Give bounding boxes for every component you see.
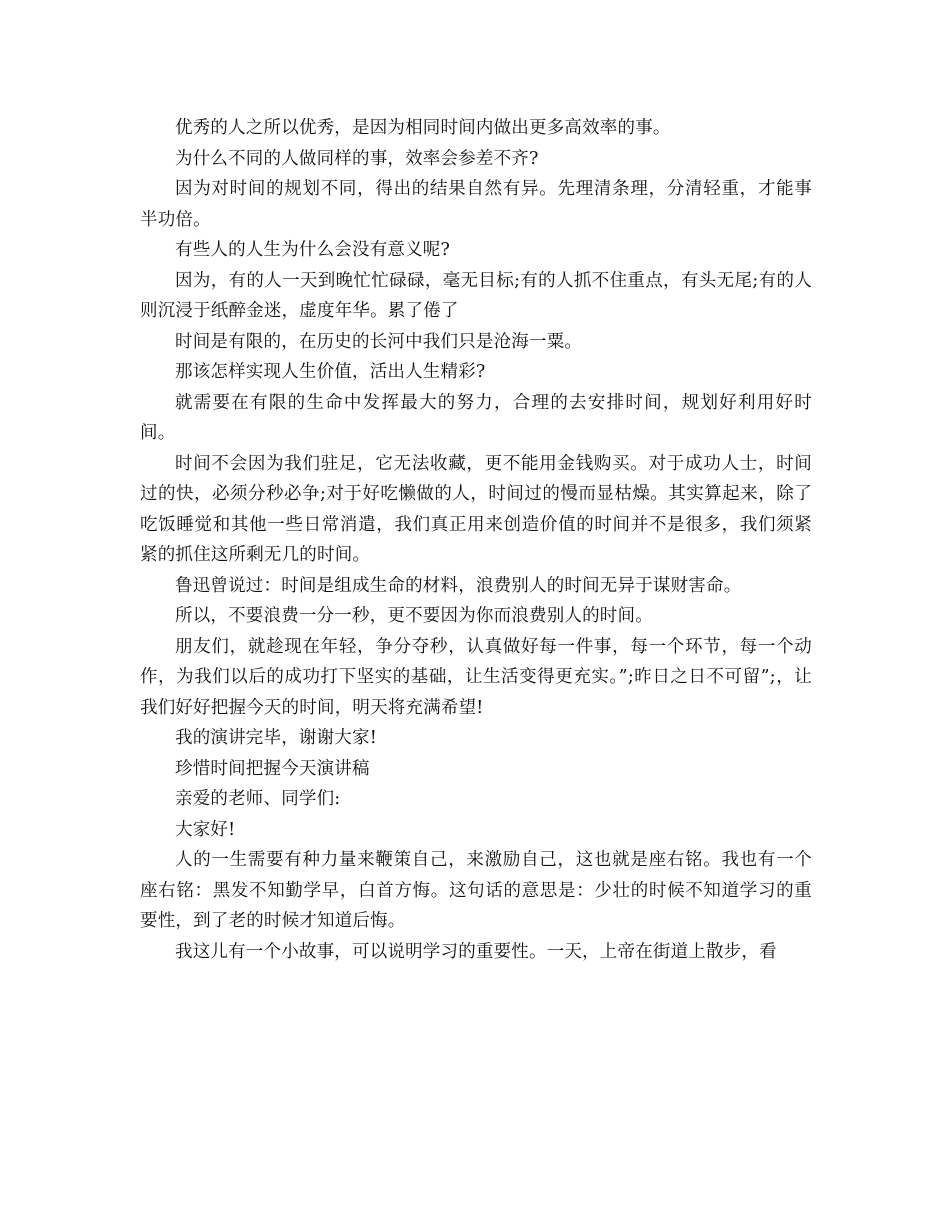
section-title: 珍惜时间把握今天演讲稿 (175, 758, 370, 779)
paragraph: 因为对时间的规划不同，得出的结果自然有异。先理清条理，分清轻重，才能事半功倍。 (140, 179, 812, 230)
paragraph: 就需要在有限的生命中发挥最大的努力，合理的去安排时间，规划好利用好时间。 (140, 392, 812, 443)
paragraph: 优秀的人之所以优秀，是因为相同时间内做出更多高效率的事。 (175, 118, 671, 138)
document-body (140, 113, 812, 967)
paragraph: 所以，不要浪费一分一秒，更不要因为你而浪费别人的时间。 (175, 606, 653, 626)
paragraph: 时间不会因为我们驻足，它无法收藏，更不能用金钱购买。对于成功人士，时间过的快，必须分秒必争;对于好吃懒做的人，时间过的慢而显枯燥。其实算起来，除了吃饭睡觉和其他一些日常消遣，我们真正用来创造价值的时间并不是很多，我们须紧紧的抓住这所剩无几的时间。 (140, 453, 812, 565)
paragraph: 我这儿有一个小故事，可以说明学习的重要性。一天，上帝在街道上散步，看 (175, 941, 777, 962)
paragraph: 朋友们，就趁现在年轻，争分夺秒，认真做好每一件事，每一个环节，每一个动作，为我们以后的成功打下坚实的基础，让生活变得更充实。”;昨日之日不可留”;，让我们好好把握今天的时间，明天将充满希望! (140, 636, 812, 718)
paragraph: 人的一生需要有种力量来鞭策自己，来激励自己，这也就是座右铭。我也有一个座右铭：黑发不知勤学早，白首方悔。这句话的意思是：少壮的时候不知道学习的重要性，到了老的时候才知道后悔。 (140, 850, 812, 931)
paragraph: 那该怎样实现人生价值，活出人生精彩? (175, 362, 486, 382)
salutation: 亲爱的老师、同学们: (175, 789, 341, 809)
paragraph: 我的演讲完毕，谢谢大家! (175, 728, 377, 748)
paragraph: 因为，有的人一天到晚忙忙碌碌，毫无目标;有的人抓不住重点，有头无尾;有的人则沉浸于纸醉金迷，虚度年华。累了倦了 (140, 270, 812, 321)
greeting: 大家好! (175, 819, 236, 840)
paragraph: 时间是有限的，在历史的长河中我们只是沧海一粟。 (175, 331, 583, 352)
paragraph: 有些人的人生为什么会没有意义呢? (175, 240, 451, 260)
paragraph: 为什么不同的人做同样的事，效率会参差不齐? (175, 148, 539, 169)
paragraph: 鲁迅曾说过：时间是组成生命的材料，浪费别人的时间无异于谋财害命。 (175, 575, 742, 596)
